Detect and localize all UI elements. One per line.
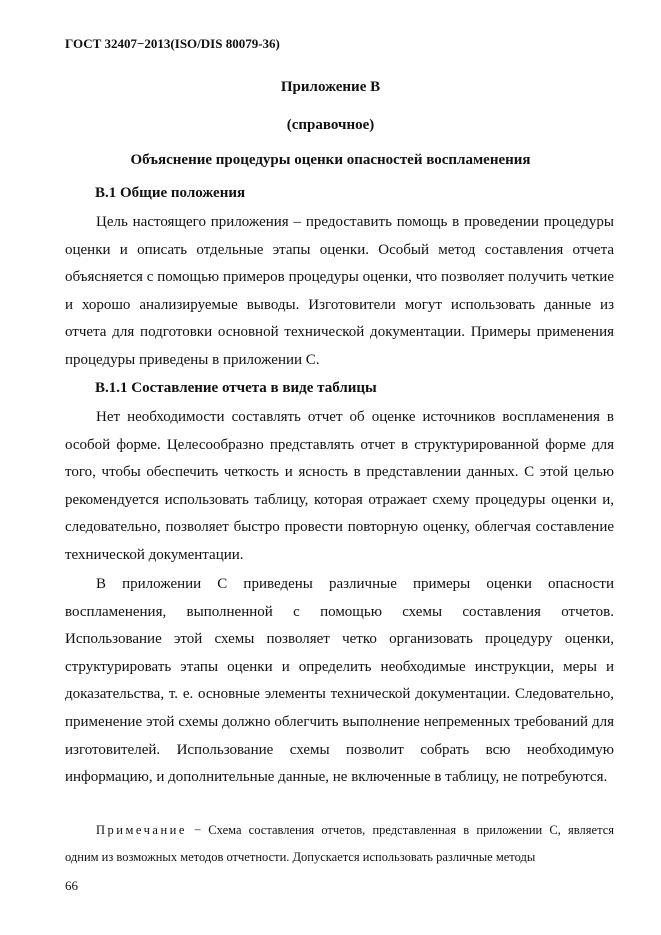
section-b1-paragraph: Цель настоящего приложения – предоставить помощь в проведении процедуры оценки и описать отдельные этапы оценки. Особый метод составления отчета объясняется с помощью примеров процедуры оценки, что позволяет получить четкие и хорошо анализируемые выводы. Изготовители могут использовать данные из отчета для подготовки основной технической документации. Примеры применения процедуры приведены в приложении С. (65, 214, 614, 368)
note-text: − Схема составления отчетов, представленная в приложении С, является одним из возможных методов отчетности. Допускается использовать различные методы (65, 823, 614, 864)
appendix-title: Приложение В (280, 79, 381, 95)
standard-header: ГОСТ 32407−2013(ISO/DIS 80079-36) (65, 36, 280, 51)
note-label: Примечание (96, 823, 187, 837)
appendix-type: (справочное) (286, 117, 375, 133)
section-b11-paragraph-2: В приложении С приведены различные примеры оценки опасности воспламенения, выполненной с помощью схемы составления отчетов. Использование этой схемы позволяет четко организовать процедуру оценки, структурировать этапы оценки и определить необходимые инструкции, меры и доказательства, т. е. основные элементы технической документации. Следовательно, применение этой схемы должно облегчить выполнение непременных требований для изготовителей. Использование схемы позволит собрать всю необходимую информацию, и дополнительные данные, не включенные в таблицу, не потребуются. (65, 576, 614, 786)
appendix-heading: Объяснение процедуры оценки опасностей воспламенения (130, 152, 531, 168)
page-number: 66 (65, 878, 78, 893)
section-b11-paragraph-1: Нет необходимости составлять отчет об оценке источников воспламенения в особой форме. Целесообразно представлять отчет в структурированной форме для того, чтобы обеспечить четкость и ясность в представлении данных. С этой целью рекомендуется использовать таблицу, которая отражает схему процедуры оценки и, следовательно, позволяет быстро провести повторную оценку, облегчая составление технической документации. (65, 409, 614, 563)
section-b11-title: В.1.1 Составление отчета в виде таблицы (95, 380, 377, 396)
section-b1-title: В.1 Общие положения (95, 185, 246, 201)
note-paragraph (65, 817, 614, 871)
